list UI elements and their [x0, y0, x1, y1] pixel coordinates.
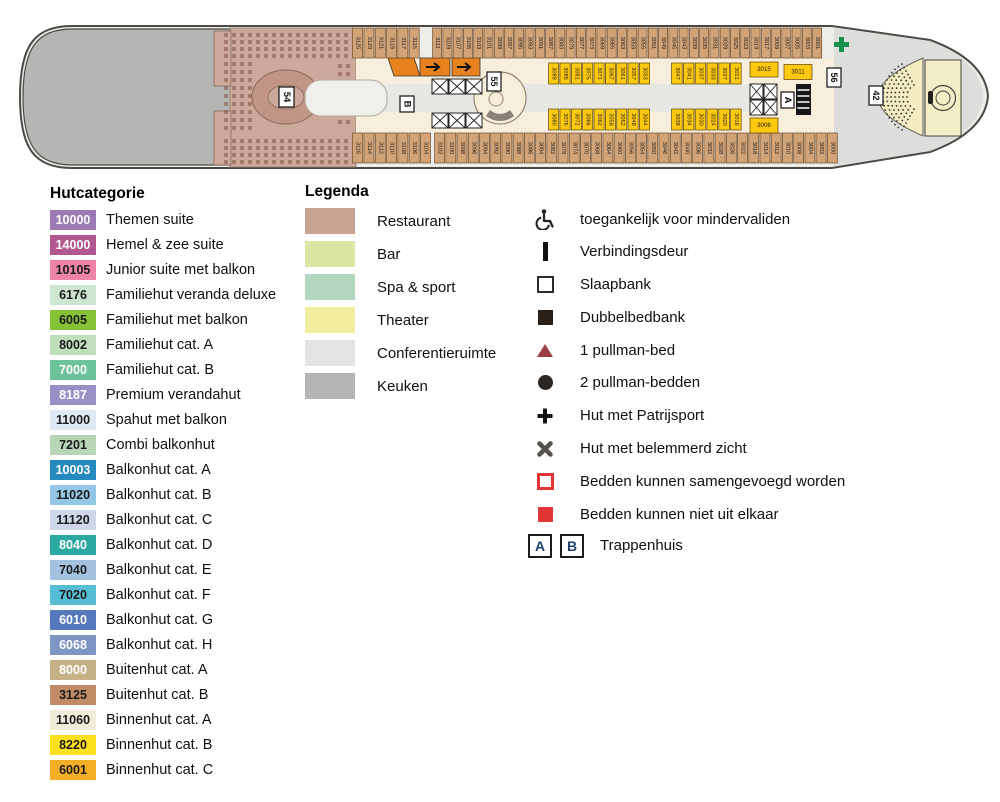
area-legend-list	[305, 208, 535, 399]
escalators	[388, 58, 480, 76]
symbol-icon-cell	[528, 407, 562, 425]
hut-category-badge: 11060	[50, 710, 96, 730]
cabin-number: 3112	[377, 141, 384, 155]
area-legend-label: Theater	[377, 311, 429, 329]
cabin-number: 3109	[444, 36, 451, 50]
cabin-number: 3123	[365, 36, 372, 50]
hut-category-badge: 14000	[50, 235, 96, 255]
cabin-number: 3074	[571, 141, 578, 155]
area-legend-row	[305, 241, 535, 267]
cabin-number: 3025	[731, 36, 738, 50]
cabin-number: 3054	[638, 141, 645, 155]
cabin-number: 3078	[560, 141, 567, 155]
cabin-number: 3121	[377, 36, 384, 50]
circle-icon	[538, 375, 553, 390]
atrium-label	[487, 72, 501, 91]
hut-category-label: Premium verandahut	[106, 387, 241, 403]
symbol-legend-row	[528, 370, 948, 396]
stairwell-box-a: A	[528, 534, 552, 558]
cabin-number: 3099	[495, 36, 502, 50]
ship-deck-plan	[0, 0, 1000, 185]
cabin-number: 3021	[732, 67, 739, 80]
cabin-number: 3094	[481, 141, 488, 155]
cabin-number: 3119	[388, 36, 395, 50]
hut-category-row	[50, 385, 300, 405]
cabin-number: 3097	[506, 36, 513, 50]
cabin-number: 3061	[618, 67, 625, 80]
hut-category-row	[50, 660, 300, 680]
hut-category-badge: 8002	[50, 335, 96, 355]
hut-category-badge: 8220	[50, 735, 96, 755]
symbol-icon-cell	[528, 276, 562, 293]
symbol-icon-cell	[528, 208, 562, 230]
symbol-legend-row	[528, 239, 948, 265]
cabin-number: 3040	[683, 141, 690, 155]
cabin-number: 3052	[618, 113, 625, 126]
symbol-legend-label: 1 pullman-bed	[580, 341, 676, 359]
cabin-number: 3114	[365, 141, 372, 155]
symbol-legend-row	[528, 436, 948, 462]
symbol-legend-row	[528, 206, 948, 232]
cabin-number: 3056	[627, 141, 634, 155]
symbol-icon-cell	[528, 375, 562, 390]
cabin-number: 3050	[649, 141, 656, 155]
cabin-number: 3100	[447, 141, 454, 155]
cabin-number: 3077	[577, 36, 584, 50]
hut-category-badge: 6176	[50, 285, 96, 305]
triangle-icon	[536, 343, 554, 358]
cross-icon	[536, 440, 554, 458]
svg-text:B: B	[401, 100, 413, 108]
cabin-number: 3081	[573, 67, 580, 80]
hut-category-label: Familiehut cat. A	[106, 337, 214, 353]
symbol-legend-row	[528, 403, 948, 429]
svg-text:54: 54	[281, 91, 292, 103]
restaurant-service-room	[214, 111, 231, 165]
svg-text:56: 56	[829, 72, 839, 83]
hut-category-label: Balkonhut cat. C	[106, 512, 213, 528]
cabin-number: 3086	[526, 141, 533, 155]
cabin-number: 3049	[660, 36, 667, 50]
stage-piano	[928, 91, 933, 104]
hut-category-label: Buitenhut cat. B	[106, 687, 209, 703]
symbol-legend	[528, 206, 948, 558]
hut-category-label: Balkonhut cat. G	[106, 612, 214, 628]
cabin-number: 3005	[793, 36, 800, 50]
cabin-number: 3035	[701, 36, 708, 50]
area-legend-row	[305, 307, 535, 333]
hut-category-row	[50, 235, 300, 255]
hut-category-row	[50, 360, 300, 380]
symbol-icon-cell	[528, 310, 562, 325]
hut-category-badge: 7000	[50, 360, 96, 380]
cabin-number: 3029	[721, 36, 728, 50]
dining-room-label	[279, 87, 294, 107]
cabin-number: 3017	[762, 36, 769, 50]
cabin-number: 3027	[721, 67, 728, 80]
cabin-number: 3008	[795, 141, 802, 155]
hut-category-label: Spahut met balkon	[106, 412, 227, 428]
hut-category-row	[50, 685, 300, 705]
cabin-number: 3057	[630, 67, 637, 80]
cabin-number: 3082	[548, 141, 555, 155]
cabin-number: 3028	[717, 141, 724, 155]
symbol-legend-label: 2 pullman-bedden	[580, 374, 701, 392]
hut-category-badge: 7040	[50, 560, 96, 580]
stairwell-legend-row	[528, 534, 948, 558]
area-color-swatch	[305, 208, 355, 234]
area-color-swatch	[305, 373, 355, 399]
cabin-number: 3042	[672, 141, 679, 155]
theater-label	[869, 86, 883, 105]
cabin-number: 3104	[422, 141, 429, 155]
hut-category-badge: 6005	[50, 310, 96, 330]
cabin-number: 3002	[818, 141, 825, 155]
area-legend-label: Spa & sport	[377, 278, 456, 296]
symbol-legend-label: Slaapbank	[580, 276, 651, 294]
symbol-legend-label: Hut met Patrijsport	[580, 407, 705, 425]
symbol-icon-cell	[528, 343, 562, 358]
hut-category-badge: 10003	[50, 460, 96, 480]
cabin-number: 3047	[673, 67, 680, 80]
cabin-number: 3010	[784, 141, 791, 155]
hut-category-row	[50, 485, 300, 505]
area-legend-label: Conferentieruimte	[377, 344, 497, 362]
hut-category-label: Themen suite	[106, 212, 194, 228]
hut-category-label: Balkonhut cat. B	[106, 487, 212, 503]
cabin-number: 3046	[661, 141, 668, 155]
area-color-swatch	[305, 274, 355, 300]
hut-category-row	[50, 760, 300, 780]
cabin-number: 3055	[639, 36, 646, 50]
hut-category-badge: 3125	[50, 685, 96, 705]
cabin-number: 3110	[388, 141, 395, 155]
cabin-number: 3059	[629, 36, 636, 50]
plus-icon	[536, 407, 554, 425]
stair-a-label	[781, 92, 794, 108]
cabin-number: 3004	[806, 141, 813, 155]
cabin-number: 3037	[697, 67, 704, 80]
cabin-number: 3079	[567, 36, 574, 50]
area-color-swatch	[305, 241, 355, 267]
cabin-number: 3103	[475, 36, 482, 50]
hut-category-badge: 8040	[50, 535, 96, 555]
central-walkway	[330, 84, 772, 112]
cabin-category-legend	[50, 185, 300, 785]
cabin-number: 3031	[711, 36, 718, 50]
cabin-number: 3051	[649, 36, 656, 50]
svg-text:42: 42	[871, 90, 881, 101]
cabin-number: 3073	[588, 36, 595, 50]
cabin-number: 3030	[697, 113, 704, 126]
hut-category-label: Hemel & zee suite	[106, 237, 224, 253]
hut-category-label: Binnenhut cat. B	[106, 737, 213, 753]
filled-square-icon	[538, 310, 553, 325]
cabin-number: 3102	[436, 141, 443, 155]
cabin-number: 3041	[685, 67, 692, 80]
hut-category-label: Familiehut met balkon	[106, 312, 248, 328]
area-legend-row	[305, 340, 535, 366]
area-legend-label: Restaurant	[377, 212, 451, 230]
cabin-number: 3116	[354, 141, 361, 155]
hut-category-badge: 10000	[50, 210, 96, 230]
cabin-number: 3107	[454, 36, 461, 50]
cabin-number: 3088	[515, 141, 522, 155]
cabin-number: 3034	[685, 113, 692, 126]
symbol-legend-row	[528, 501, 948, 527]
kitchen-area	[23, 29, 244, 165]
cabin-number: 3006	[757, 122, 771, 129]
hut-category-label: Balkonhut cat. A	[106, 462, 211, 478]
area-legend-row	[305, 208, 535, 234]
cabin-number: 3062	[596, 113, 603, 126]
cabin-number: 3091	[536, 36, 543, 50]
area-legend	[305, 183, 535, 406]
cabin-number: 3044	[641, 113, 648, 126]
cabin-number: 3003	[803, 36, 810, 50]
bow-stair-label	[827, 68, 841, 87]
cabin-number: 3063	[619, 36, 625, 50]
cabin-number: 3065	[608, 36, 615, 50]
cabin-number: 3016	[732, 113, 739, 126]
cabin-number: 3080	[550, 113, 557, 126]
stairs-icon	[796, 84, 811, 115]
cabin-number: 3033	[709, 67, 716, 80]
cabin-number: 3115	[411, 36, 418, 50]
hut-category-label: Balkonhut cat. E	[106, 562, 212, 578]
hut-category-row	[50, 460, 300, 480]
restaurant-entrance-walkway	[305, 80, 387, 116]
symbol-icon-cell	[528, 507, 562, 522]
hut-category-badge: 11000	[50, 410, 96, 430]
cabin-number: 3095	[516, 36, 523, 50]
stair-b-label	[400, 96, 414, 112]
cabin-number: 3105	[464, 36, 471, 50]
symbol-icon-cell	[528, 242, 562, 261]
hut-category-row	[50, 535, 300, 555]
symbol-legend-row	[528, 468, 948, 494]
area-legend-row	[305, 373, 535, 399]
cabin-number: 3071	[596, 67, 603, 80]
hut-category-label: Balkonhut cat. H	[106, 637, 213, 653]
hut-category-label: Familiehut veranda deluxe	[106, 287, 277, 303]
cabin-number: 3101	[485, 36, 492, 50]
hutcategorie-title: Hutcategorie	[50, 185, 145, 202]
hut-category-badge: 7201	[50, 435, 96, 455]
hut-category-badge: 11120	[50, 510, 96, 530]
red-open-square-icon	[537, 473, 554, 490]
cabin-number: 3058	[607, 113, 614, 126]
symbol-legend-row	[528, 304, 948, 330]
wheelchair-icon	[534, 208, 556, 230]
symbol-icon-cell	[528, 473, 562, 490]
area-legend-label: Bar	[377, 245, 401, 263]
hut-category-row	[50, 335, 300, 355]
hut-category-badge: 7020	[50, 585, 96, 605]
hut-category-row	[50, 435, 300, 455]
cabin-number: 3014	[761, 141, 768, 155]
legenda-title: Legenda	[305, 183, 369, 200]
hut-category-label: Binnenhut cat. A	[106, 712, 212, 728]
area-color-swatch	[305, 307, 355, 333]
symbol-icon-cell	[528, 440, 562, 458]
cabin-number: 3089	[550, 67, 557, 80]
red-filled-square-icon	[538, 507, 553, 522]
cabin-number: 3098	[459, 141, 466, 155]
cabin-number: 3084	[537, 141, 544, 155]
symbol-legend-label: Verbindingsdeur	[580, 243, 689, 261]
hut-category-label: Balkonhut cat. F	[106, 587, 211, 603]
hut-category-badge: 10105	[50, 260, 96, 280]
cabin-number: 3020	[721, 113, 728, 126]
restaurant-service-room	[214, 31, 231, 86]
cabin-number: 3032	[705, 141, 712, 155]
hut-category-row	[50, 710, 300, 730]
cabin-number: 3066	[584, 113, 591, 126]
door-icon	[543, 242, 548, 261]
cabin-number: 3072	[573, 113, 580, 126]
cabin-number: 3060	[616, 141, 623, 155]
cabin-number: 3023	[742, 36, 749, 50]
cabin-number: 3106	[411, 141, 418, 155]
symbol-legend-row	[528, 272, 948, 298]
hut-category-label: Buitenhut cat. A	[106, 662, 208, 678]
hut-category-label: Junior suite met balkon	[106, 262, 256, 278]
cabin-number: 3019	[752, 36, 759, 50]
hut-category-badge: 6010	[50, 610, 96, 630]
hut-category-row	[50, 260, 300, 280]
cabin-number: 3117	[399, 36, 406, 50]
hut-category-row	[50, 560, 300, 580]
open-square-icon	[537, 276, 554, 293]
area-legend-row	[305, 274, 535, 300]
cabin-number: 3087	[547, 36, 554, 50]
symbol-legend-list	[528, 206, 948, 558]
hut-category-row	[50, 210, 300, 230]
symbol-legend-label: Dubbelbedbank	[580, 308, 686, 326]
stairwell-box-b: B	[560, 534, 584, 558]
hut-category-label: Familiehut cat. B	[106, 362, 214, 378]
cabin-number: 3018	[750, 141, 757, 155]
cabin-number: 3096	[470, 141, 477, 155]
cabin-number: 3064	[604, 141, 611, 155]
symbol-legend-label: Bedden kunnen niet uit elkaar	[580, 505, 779, 523]
cabin-number: 3043	[680, 36, 687, 50]
cabin-number: 3039	[690, 36, 697, 50]
hut-category-row	[50, 285, 300, 305]
hut-category-row	[50, 610, 300, 630]
hut-category-label: Balkonhut cat. D	[106, 537, 213, 553]
hut-category-row	[50, 735, 300, 755]
symbol-legend-label: Hut met belemmerd zicht	[580, 440, 747, 458]
symbol-legend-label: toegankelijk voor mindervaliden	[580, 210, 791, 228]
cabin-number: 3036	[694, 141, 701, 155]
cabin-number: 3000	[829, 141, 836, 155]
cabin-number: 3076	[562, 113, 569, 126]
cabin-number: 3001	[814, 36, 821, 50]
cabin-number: 3092	[492, 141, 499, 155]
cabin-number: 3068	[593, 141, 600, 155]
cabin-number: 3026	[728, 141, 735, 155]
cabin-number: 3075	[584, 67, 591, 80]
cabin-category-list	[50, 210, 300, 780]
cabin-number: 3111	[434, 37, 441, 49]
hut-category-badge: 8187	[50, 385, 96, 405]
cabin-number: 3090	[503, 141, 510, 155]
cabin-number: 3038	[673, 113, 680, 126]
cabin-number: 3048	[630, 113, 637, 126]
hut-category-badge: 11020	[50, 485, 96, 505]
hut-category-row	[50, 510, 300, 530]
hut-category-label: Combi balkonhut	[106, 437, 215, 453]
cabin-number: 3009	[773, 36, 780, 50]
cabin-number: 3085	[562, 67, 569, 80]
symbol-legend-row	[528, 337, 948, 363]
symbol-legend-label: Bedden kunnen samengevoegd worden	[580, 472, 846, 490]
cabin-number: 3067	[607, 67, 614, 80]
cabin-number: 3015	[757, 66, 771, 73]
stairwell-legend-label: Trappenhuis	[600, 537, 683, 555]
hut-category-badge: 6001	[50, 760, 96, 780]
hut-category-row	[50, 310, 300, 330]
svg-text:A: A	[782, 96, 793, 104]
hut-category-badge: 6068	[50, 635, 96, 655]
cabin-number: 3093	[526, 36, 533, 50]
hut-category-row	[50, 635, 300, 655]
cabin-number: 3083	[557, 36, 564, 50]
svg-text:55: 55	[489, 76, 499, 87]
area-legend-label: Keuken	[377, 377, 428, 395]
hut-category-row	[50, 585, 300, 605]
cabin-number: 3070	[582, 141, 589, 155]
cabin-number: 3045	[670, 36, 677, 50]
cabin-number: 3125	[354, 36, 361, 50]
cabin-number: 3053	[641, 67, 648, 80]
cabin-number: 3007	[783, 36, 790, 50]
hut-category-label: Binnenhut cat. C	[106, 762, 214, 778]
cabin-number: 3022	[739, 141, 746, 155]
cabin-number: 3024	[709, 113, 716, 126]
cabin-number: 3011	[791, 68, 805, 76]
area-color-swatch	[305, 340, 355, 366]
cabin-number: 3069	[598, 36, 605, 50]
hut-category-row	[50, 410, 300, 430]
hut-category-badge: 8000	[50, 660, 96, 680]
cabin-number: 3108	[399, 141, 406, 155]
cabin-number: 3012	[773, 141, 780, 155]
